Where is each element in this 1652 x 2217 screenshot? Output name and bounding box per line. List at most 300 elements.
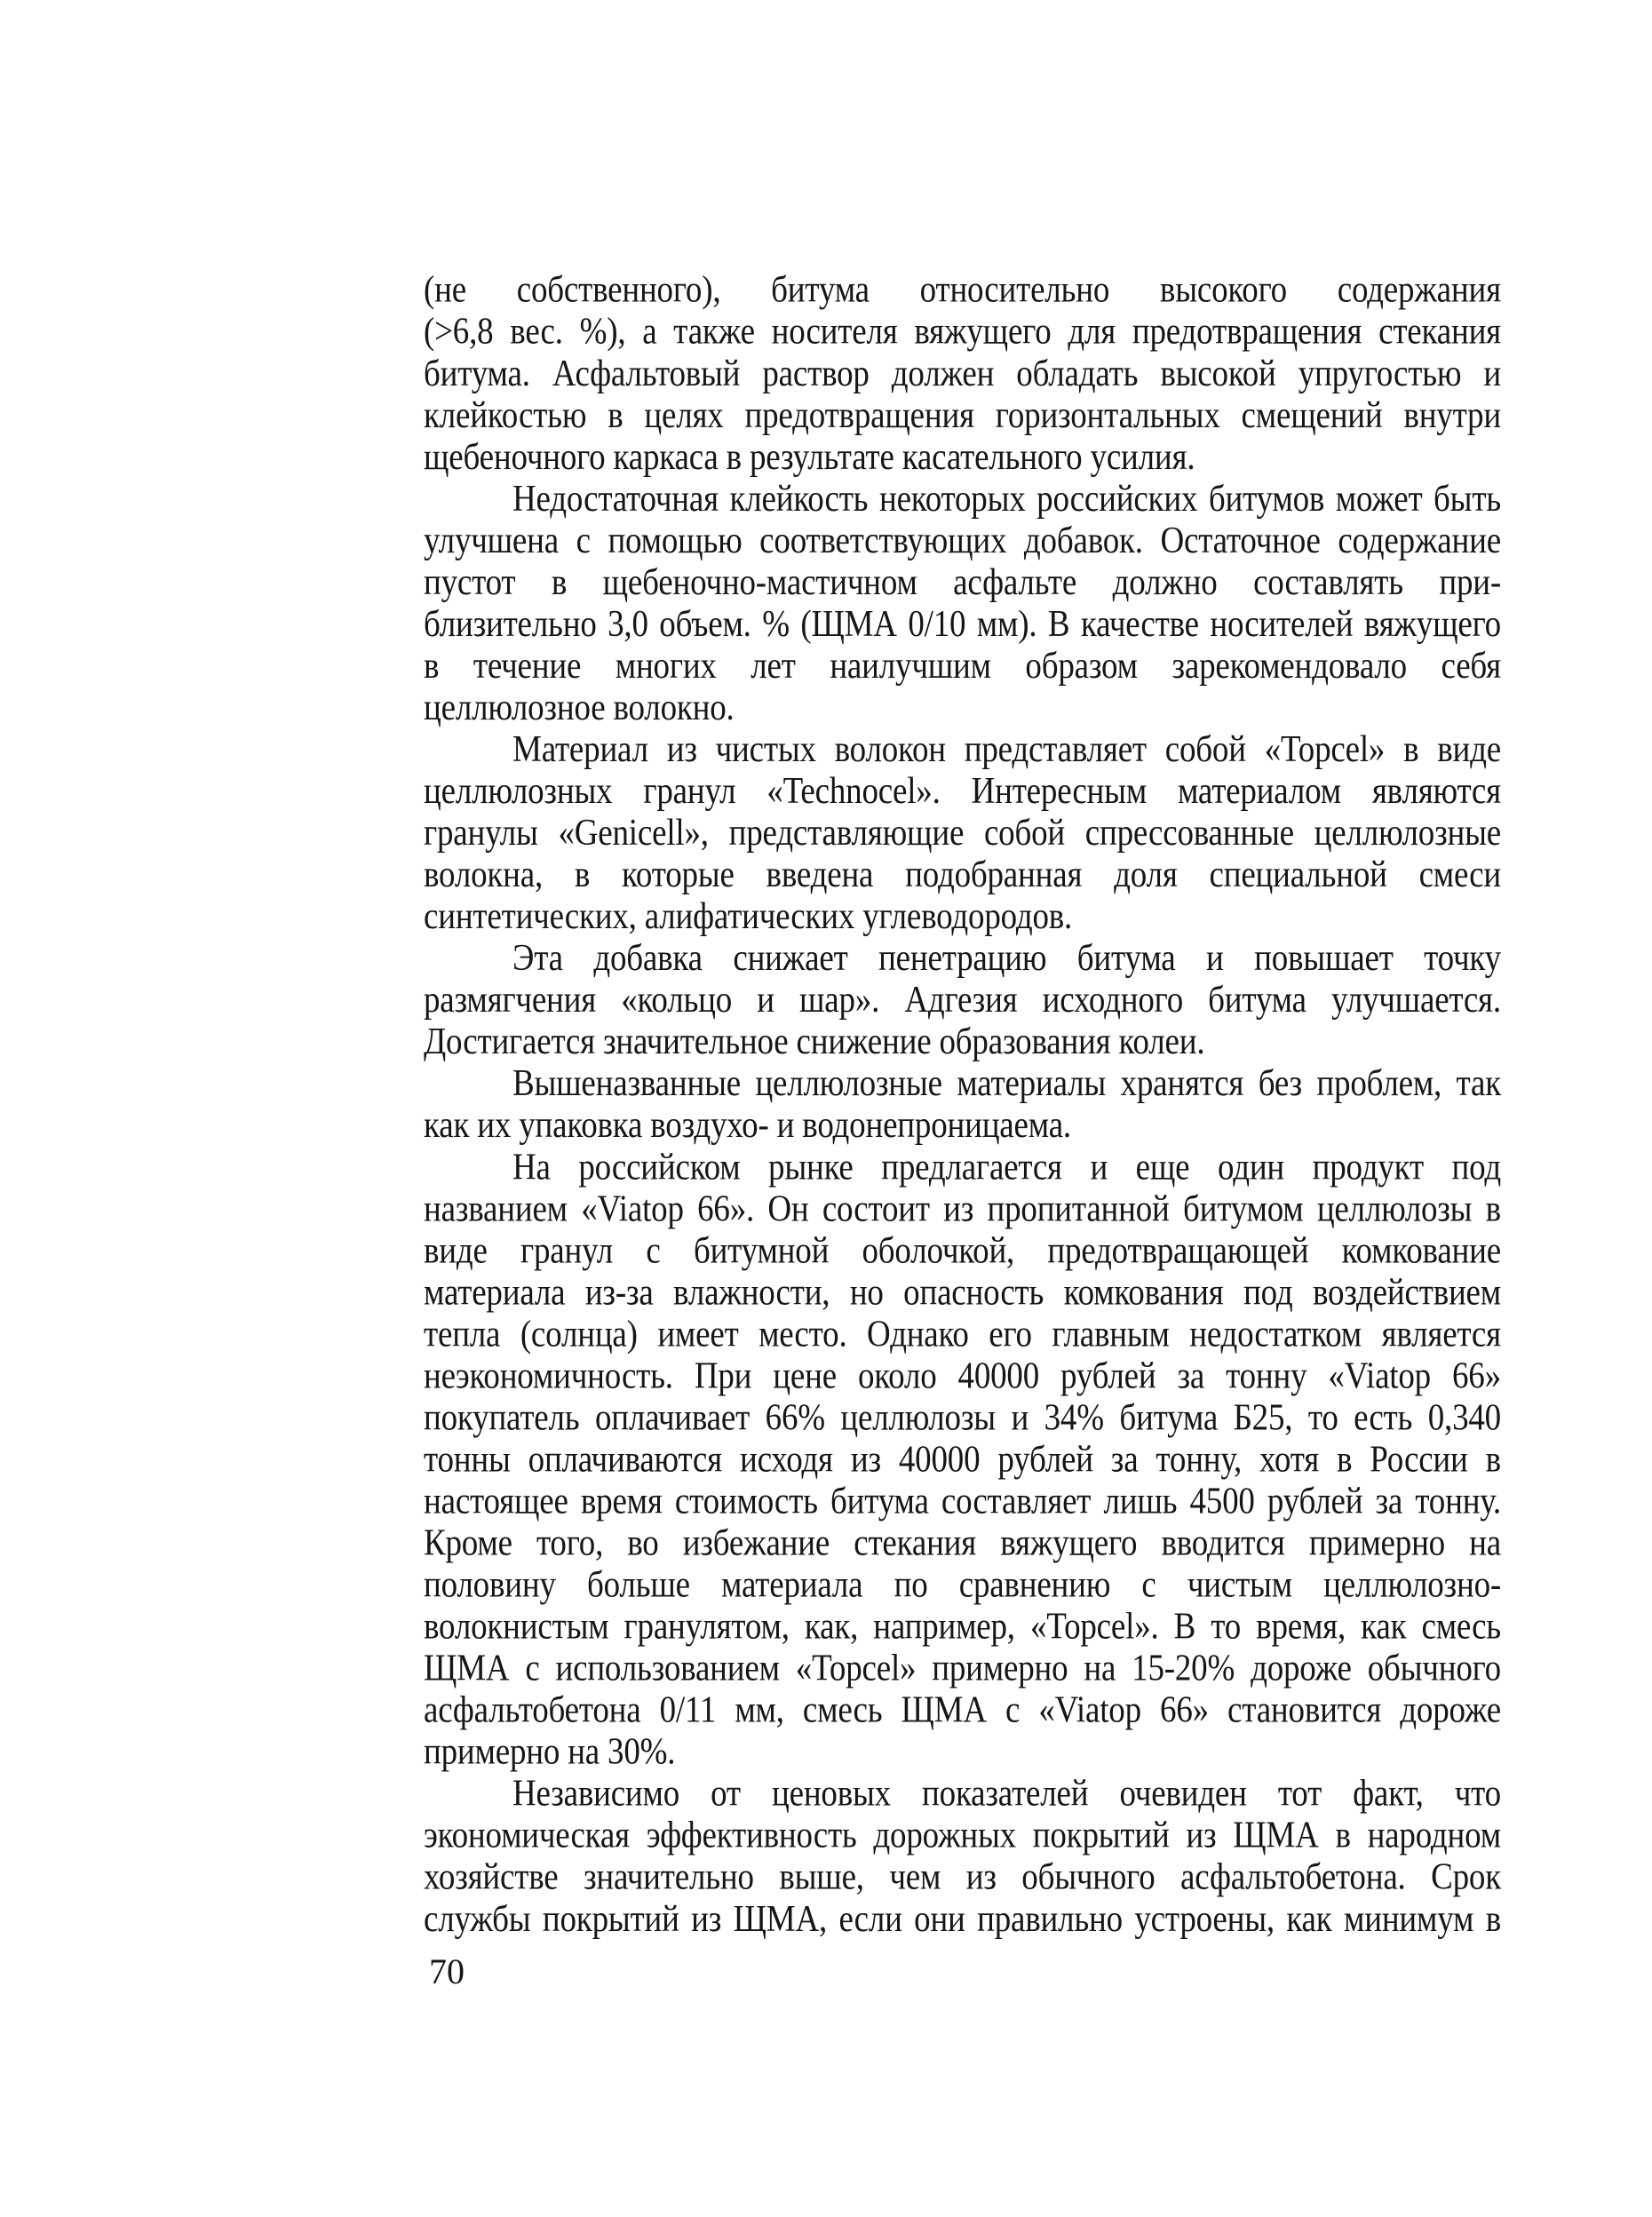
word: дороже [1251, 1647, 1352, 1689]
word: использованием [555, 1647, 780, 1689]
word: ЩМА [1233, 1814, 1319, 1857]
word: с [1141, 1563, 1156, 1606]
word: то [1211, 1605, 1242, 1648]
word: «Technocel». [766, 770, 941, 813]
word: состоит [822, 1188, 930, 1230]
word: вяжущего [914, 311, 1052, 354]
word: тонну. [1415, 1480, 1501, 1522]
word: пропитанной [987, 1188, 1170, 1230]
word: носителя [771, 311, 898, 354]
word: а [642, 311, 657, 354]
text-line [424, 1147, 1501, 1188]
word: рублей [1267, 1480, 1363, 1522]
word: правильно [977, 1898, 1123, 1941]
word: должно [1112, 561, 1218, 604]
text-line [424, 1481, 1501, 1522]
word: но [849, 1271, 884, 1314]
word: в [608, 394, 623, 437]
word: асфальте [953, 561, 1077, 604]
word: спрессованные [1084, 812, 1294, 854]
word: помощью [608, 520, 743, 562]
word: на [1469, 1522, 1501, 1564]
paragraph [424, 1773, 1501, 1940]
paragraph [424, 478, 1501, 728]
word: битума [1119, 1396, 1219, 1439]
text-line [424, 770, 1501, 812]
word: стоимость [674, 1480, 818, 1522]
word: время [580, 1480, 663, 1522]
text-line [424, 1648, 1501, 1689]
word: 34% [1044, 1396, 1104, 1439]
word: комкования [1063, 1271, 1224, 1314]
word: хотя [1259, 1438, 1320, 1481]
word: экономическая [424, 1814, 630, 1857]
word: Остаточное [1160, 520, 1321, 562]
text-line: щебеночного каркаса в результате касательного усилия. [424, 436, 1195, 479]
word: лет [751, 645, 796, 687]
word: исходного [1042, 979, 1183, 1021]
word: что [1454, 1772, 1501, 1815]
word: предотвращающей [1047, 1229, 1309, 1272]
text-line [424, 269, 1501, 311]
word: целлюлозных [424, 770, 613, 813]
word: внутри [1403, 394, 1501, 437]
word: за [1110, 1438, 1139, 1481]
word: гранулы [424, 812, 538, 854]
word: стекания [1378, 311, 1501, 354]
word: горизонтальных [995, 394, 1220, 437]
word: 66» [1160, 1689, 1209, 1731]
word: вяжущего [1000, 1522, 1138, 1564]
word: битума [771, 269, 870, 312]
word: из [850, 1438, 881, 1481]
word: рублей [997, 1438, 1093, 1481]
word: примерно [1308, 1522, 1445, 1564]
word: из [965, 1856, 997, 1899]
word: которые [622, 854, 735, 896]
word: например, [873, 1605, 1015, 1648]
word: течение [473, 645, 582, 687]
word: если [838, 1898, 902, 1941]
word: добавок. [1023, 520, 1143, 562]
word: продукт [1312, 1146, 1424, 1188]
word: высокого [1159, 269, 1287, 312]
word: влажности, [673, 1271, 830, 1314]
word: битумов [1208, 478, 1325, 520]
text-line [424, 1898, 1501, 1940]
word: показателей [922, 1772, 1089, 1815]
word: за [1177, 1355, 1205, 1397]
paragraph [424, 937, 1501, 1062]
word: носителей [1210, 603, 1354, 646]
word: есть [1354, 1396, 1413, 1439]
word: улучшается. [1331, 979, 1501, 1021]
word: в [551, 561, 568, 604]
word: время, [1256, 1605, 1346, 1648]
word: покупатель [424, 1396, 580, 1439]
word: из-за [584, 1271, 654, 1314]
word: 40000 [898, 1438, 981, 1481]
text-line [424, 311, 1501, 353]
paragraph [424, 1063, 1501, 1147]
text-line [424, 1689, 1501, 1731]
word: виде [424, 1229, 488, 1272]
word: представляющие [728, 812, 965, 854]
word: (не [424, 269, 466, 312]
word: быть [1434, 478, 1501, 520]
word: «Topcel» [1264, 728, 1386, 771]
word: тот [1277, 1772, 1322, 1815]
word: оплачивает [594, 1396, 751, 1439]
text-line: примерно на 30%. [424, 1730, 676, 1773]
word: соответствующих [759, 520, 1007, 562]
word: битума [1076, 937, 1176, 980]
word: снижает [733, 937, 848, 980]
word: на [1084, 1647, 1116, 1689]
word: ЩМА, [733, 1898, 828, 1941]
word: Однако [867, 1313, 969, 1355]
word: настоящее [424, 1480, 568, 1522]
word: шар». [799, 979, 880, 1021]
word: покрытий [542, 1898, 679, 1941]
word: еще [1135, 1146, 1190, 1188]
word: 4500 [1189, 1480, 1255, 1522]
word: неэкономичность. [424, 1355, 673, 1397]
word: из [1186, 1814, 1217, 1857]
text-line [424, 1272, 1501, 1314]
word: тепла [424, 1313, 501, 1355]
word: тонны [424, 1438, 511, 1481]
word: высокой [1160, 353, 1276, 395]
word: ЩМА [424, 1647, 510, 1689]
word: имеет [657, 1313, 739, 1355]
word: целлюлозные [1314, 812, 1501, 854]
word: представляет [964, 728, 1147, 771]
word: %), [579, 311, 626, 354]
word: составляет [941, 1480, 1092, 1522]
word: около [857, 1355, 937, 1397]
text-line [424, 1815, 1501, 1856]
word: в [424, 645, 440, 687]
word: названием [424, 1188, 568, 1230]
word: при- [1439, 561, 1501, 604]
word: России [1370, 1438, 1468, 1481]
word: размягчения [424, 979, 597, 1021]
word: как [1286, 1898, 1332, 1941]
word: без [1258, 1062, 1302, 1105]
word: оболочкой, [862, 1229, 1015, 1272]
word: % [762, 603, 790, 646]
word: 3,0 [608, 603, 648, 646]
word: проблем, [1316, 1062, 1442, 1105]
word: целлюлозы [840, 1396, 996, 1439]
text-line [424, 394, 1501, 436]
word: в [1337, 1438, 1353, 1481]
word: за [1375, 1480, 1403, 1522]
word: собой [983, 812, 1065, 854]
word: лишь [1103, 1480, 1178, 1522]
text-line [424, 1564, 1501, 1606]
word: место. [758, 1313, 847, 1355]
word: 66». [697, 1188, 755, 1230]
word: устроены, [1134, 1898, 1275, 1941]
word: тонну, [1156, 1438, 1243, 1481]
word: факт, [1353, 1772, 1424, 1815]
word: Интересным [971, 770, 1148, 813]
word: Эта [512, 937, 563, 980]
word: обычного [1021, 1856, 1156, 1899]
word: виде [1437, 728, 1501, 771]
word: его [989, 1313, 1032, 1355]
word: вяжущего [1363, 603, 1501, 646]
word: Независимо [512, 1772, 680, 1815]
text-line [424, 728, 1501, 770]
paragraph [424, 728, 1501, 937]
word: некоторых [878, 478, 1026, 520]
word: целлюлозы [1316, 1188, 1473, 1230]
word: смеси [1418, 854, 1501, 896]
word: под [1451, 1146, 1501, 1188]
word: по [894, 1563, 928, 1606]
word: точку [1424, 937, 1501, 980]
word: 0,340 [1427, 1396, 1501, 1439]
word: битумной [693, 1229, 830, 1272]
word: тонну [1226, 1355, 1307, 1397]
word: российском [578, 1146, 741, 1188]
text-line [424, 854, 1501, 895]
word: (солнца) [520, 1313, 638, 1355]
word: покрытий [1032, 1814, 1170, 1857]
word: смещений [1241, 394, 1383, 437]
word: смесь [802, 1689, 883, 1731]
text-line [424, 812, 1501, 854]
word: в [574, 854, 591, 896]
word: асфальтобетона [424, 1689, 641, 1731]
word: может [1335, 478, 1423, 520]
word: эффективность [646, 1814, 857, 1857]
word: «Topcel». [1029, 1605, 1159, 1648]
word: обладать [1016, 353, 1139, 395]
word: 66» [1451, 1355, 1501, 1397]
word: 40000 [957, 1355, 1040, 1397]
text-line [424, 1773, 1501, 1815]
word: они [914, 1898, 965, 1941]
word: материала [721, 1563, 863, 1606]
word: битума [830, 1480, 929, 1522]
word: дорожных [873, 1814, 1016, 1857]
word: главным [1052, 1313, 1170, 1355]
word: исходя [739, 1438, 833, 1481]
word: составлять [1253, 561, 1403, 604]
text-line: синтетических, алифатических углеводородов. [424, 895, 1073, 938]
text-line [424, 1606, 1501, 1648]
word: и [757, 979, 774, 1021]
word: российских [1036, 478, 1198, 520]
word: ЩМА [901, 1689, 987, 1731]
word: клейкость [729, 478, 869, 520]
word: себя [1441, 645, 1501, 687]
word: и [1206, 937, 1224, 980]
word: очевиден [1119, 1772, 1247, 1815]
word: должен [891, 353, 995, 395]
word: Вышеназванные [512, 1062, 741, 1105]
word: является [1381, 1313, 1501, 1355]
word: с [646, 1229, 661, 1272]
text-line [424, 1397, 1501, 1439]
text-line [424, 1063, 1501, 1105]
word: специальной [1209, 854, 1387, 896]
word: введена [766, 854, 874, 896]
word: значительно [584, 1856, 754, 1899]
word: Б25, [1233, 1396, 1293, 1439]
word: как, [804, 1605, 859, 1648]
word: объем. [659, 603, 751, 646]
word: от [711, 1772, 741, 1815]
word: улучшена [424, 520, 559, 562]
word: минимум [1344, 1898, 1474, 1941]
text-line [424, 478, 1501, 520]
word: для [1068, 311, 1116, 354]
word: в [1403, 728, 1419, 771]
word: Срок [1431, 1856, 1501, 1899]
word: асфальтобетона. [1180, 1856, 1406, 1899]
word: целлюлозные [755, 1062, 942, 1105]
word: недостатком [1189, 1313, 1362, 1355]
word: повышает [1254, 937, 1394, 980]
word: оплачиваются [528, 1438, 722, 1481]
word: целлюлозно- [1323, 1563, 1501, 1606]
word: целях [644, 394, 724, 437]
word: содержание [1338, 520, 1501, 562]
word: выше, [779, 1856, 864, 1899]
word: гранул [520, 1229, 614, 1272]
word: во [627, 1522, 659, 1564]
page-number: 70 [429, 1951, 465, 1991]
word: гранул [643, 770, 736, 813]
word: щебеночно-мастичном [602, 561, 917, 604]
word: материалы [957, 1062, 1107, 1105]
page-text [424, 269, 1501, 1940]
text-line [424, 937, 1501, 979]
word: хранятся [1120, 1062, 1244, 1105]
word: также [673, 311, 755, 354]
text-line [424, 353, 1501, 394]
word: с [1005, 1689, 1021, 1731]
paragraph [424, 1147, 1501, 1773]
word: хозяйстве [424, 1856, 559, 1899]
word: собой [1164, 728, 1246, 771]
word: материала [424, 1271, 566, 1314]
word: в [1485, 1188, 1501, 1230]
word: больше [586, 1563, 690, 1606]
word: Адгезия [904, 979, 1018, 1021]
word: При [694, 1355, 752, 1397]
text-line [424, 979, 1501, 1021]
word: зарекомендовало [1171, 645, 1407, 687]
word: Материал [512, 728, 648, 771]
text-line [424, 1522, 1501, 1564]
word: предотвращения [744, 394, 974, 437]
word: из [943, 1188, 974, 1230]
word: стекания [854, 1522, 977, 1564]
word: сравнению [958, 1563, 1111, 1606]
word: «Viatop [581, 1188, 684, 1230]
word: примерно [932, 1647, 1068, 1689]
word: упругостью [1298, 353, 1462, 395]
word: материалом [1177, 770, 1341, 813]
word: (>6,8 [424, 311, 494, 354]
word: чистых [715, 728, 816, 771]
word: цене [773, 1355, 837, 1397]
word: В [1047, 603, 1070, 646]
word: народном [1367, 1814, 1501, 1857]
word: 66% [765, 1396, 825, 1439]
word: чистым [1187, 1563, 1292, 1606]
text-line [424, 1355, 1501, 1397]
word: качестве [1080, 603, 1199, 646]
text-line [424, 645, 1501, 687]
word: с [525, 1647, 540, 1689]
word: наилучшим [830, 645, 991, 687]
word: битума. [424, 353, 530, 395]
word: пустот [424, 561, 516, 604]
word: близительно [424, 603, 597, 646]
text-line: Достигается значительное снижение образования колеи. [424, 1021, 1205, 1063]
text-line [424, 1230, 1501, 1272]
paragraph [424, 269, 1501, 478]
word: образом [1025, 645, 1138, 687]
word: в [1335, 1814, 1351, 1857]
word: гранулятом, [623, 1605, 790, 1648]
word: (ЩМА [800, 603, 897, 646]
word: становится [1227, 1689, 1382, 1731]
word: с [576, 520, 591, 562]
word: и [1011, 1396, 1029, 1439]
word: мм). [976, 603, 1037, 646]
word: рынке [768, 1146, 854, 1188]
word: избежание [682, 1522, 830, 1564]
word: чем [889, 1856, 941, 1899]
word: как [1361, 1605, 1407, 1648]
text-line: как их упаковка воздухо- и водонепроницаема. [424, 1104, 1071, 1147]
word: обычного [1367, 1647, 1501, 1689]
word: В [1173, 1605, 1196, 1648]
word: «Viatop [1328, 1355, 1431, 1397]
word: «Genicell», [558, 812, 709, 854]
word: опасность [903, 1271, 1044, 1314]
text-line [424, 1314, 1501, 1355]
word: Кроме [424, 1522, 512, 1564]
word: в [1485, 1438, 1501, 1481]
word: «кольцо [621, 979, 733, 1021]
word: из [691, 1898, 722, 1941]
word: один [1217, 1146, 1285, 1188]
word: содержания [1337, 269, 1501, 312]
word: смесь [1421, 1605, 1501, 1648]
word: того, [536, 1522, 604, 1564]
word: комкование [1341, 1229, 1501, 1272]
word: 15-20% [1132, 1647, 1235, 1689]
word: службы [424, 1898, 531, 1941]
word: раствор [762, 353, 870, 395]
word: добавка [593, 937, 703, 980]
word: предлагается [881, 1146, 1062, 1188]
word: и [1090, 1146, 1108, 1188]
word: ценовых [772, 1772, 891, 1815]
word: относительно [919, 269, 1110, 312]
text-line [424, 603, 1501, 645]
word: На [512, 1146, 551, 1188]
